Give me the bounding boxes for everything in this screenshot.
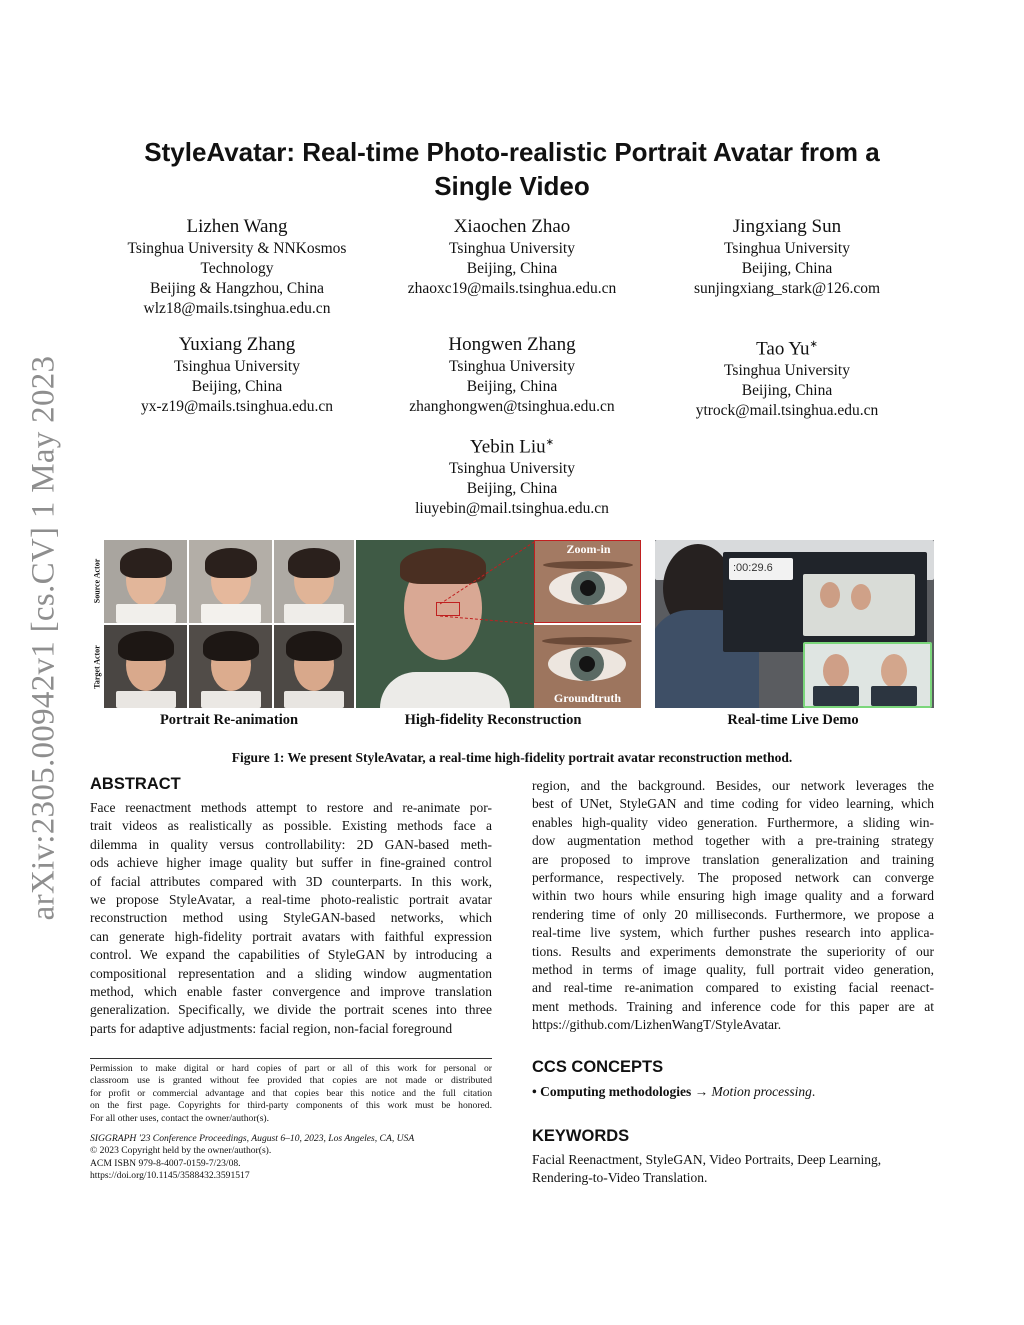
footnote-line: classroom use is granted without fee provided that copies are not made or distributed — [90, 1075, 492, 1087]
author-location: Beijing & Hangzhou, China — [150, 280, 324, 297]
author-affiliation: Tsinghua University — [449, 460, 575, 478]
ccs-concept-line — [532, 1083, 934, 1101]
author-location: Beijing, China — [741, 382, 833, 400]
author-email: sunjingxiang_stark@126.com — [693, 280, 881, 297]
keywords-list — [532, 1151, 934, 1188]
abstract-line: real-time live system, which further pushes research into applica- — [532, 925, 934, 941]
abstract-line: can generate high-fidelity portrait avatars with faithful expression — [90, 928, 492, 944]
author-name: Yuxiang Zhang — [178, 334, 296, 355]
target-actor-label: Target Actor — [92, 645, 102, 689]
copyright-line: © 2023 Copyright held by the owner/author(s). — [90, 1145, 272, 1157]
abstract-line: enables high-quality video generation. Furthermore, a sliding win- — [532, 814, 934, 830]
zoom-in-label: Zoom-in — [566, 542, 611, 556]
author-block-xiaochen-zhao — [362, 215, 662, 299]
abstract-line: reconstruction method using StyleGAN-based networks, which — [90, 910, 492, 926]
abstract-line: performance, respectively. The proposed network can converge — [532, 870, 934, 886]
ccs-concept: Motion processing — [711, 1084, 812, 1099]
abstract-line: rendering time of only 20 milliseconds. Furthermore, we propose a — [532, 906, 934, 922]
abstract-line: parts for adaptive adjustments: facial region, non-facial foreground — [90, 1020, 453, 1036]
abstract-line: https://github.com/LizhenWangT/StyleAvatar. — [532, 1017, 782, 1033]
source-actor-photo — [274, 540, 354, 623]
author-name: Jingxiang Sun — [732, 216, 842, 237]
arxiv-sidebar-stamp — [14, 348, 74, 928]
author-affiliation: Tsinghua University & NNKosmos — [127, 240, 347, 257]
author-email: yx-z19@mails.tsinghua.edu.cn — [140, 398, 334, 415]
author-name: Lizhen Wang — [186, 216, 288, 237]
arxiv-id: arXiv:2305.00942v1 [cs.CV] 1 May 2023 — [25, 355, 62, 921]
abstract-line: best of UNet, StyleGAN and time coding for video learning, which — [532, 796, 934, 812]
author-email: ytrock@mail.tsinghua.edu.cn — [695, 402, 879, 420]
keywords-line: Facial Reenactment, StyleGAN, Video Portraits, Deep Learning, — [532, 1152, 882, 1167]
author-location: Beijing, China — [741, 260, 833, 277]
abstract-left-column — [90, 799, 492, 1038]
abstract-line: of facial attributes compared with 3D counterparts. In this work, — [90, 873, 492, 889]
abstract-heading: ABSTRACT — [90, 775, 181, 793]
abstract-line: region, and the background. Besides, our network leverages the — [532, 778, 934, 793]
caption-portrait-reanimation: Portrait Re-animation — [159, 712, 299, 728]
zoom-in-eye-crop — [534, 540, 641, 623]
keywords-heading: KEYWORDS — [532, 1127, 630, 1145]
source-actor-photo — [189, 540, 272, 623]
author-name-row — [362, 431, 662, 459]
abstract-line: method in terms of image quality, full portrait video generation, — [532, 962, 934, 978]
author-block-jingxiang-sun — [637, 215, 937, 299]
abstract-line: dilemma in quality versus controllability: 2D GAN-based meth- — [90, 836, 492, 852]
author-location: Beijing, China — [466, 378, 558, 395]
target-actor-photo — [274, 625, 354, 708]
author-affiliation: Tsinghua University — [449, 240, 575, 257]
footnote-line: for profit or commercial advantage and that copies bear this notice and the full citation — [90, 1087, 492, 1099]
abstract-line: and real-time re-animation compared to existing facial reenact- — [532, 980, 934, 996]
target-actor-photo — [189, 625, 272, 708]
publication-info — [90, 1133, 492, 1183]
author-name: Tao Yu — [756, 338, 810, 360]
groundtruth-eye-crop — [534, 625, 641, 708]
target-actor-label-box — [90, 626, 104, 708]
paper-title — [90, 135, 934, 203]
author-affiliation: Tsinghua University — [724, 362, 850, 380]
author-block-lizhen-wang — [87, 215, 387, 319]
abstract-line: trait videos as realistically as possible. Existing methods face a — [90, 818, 492, 834]
abstract-line: generalization. Specifically, we divide the portrait scenes into three — [90, 1002, 492, 1018]
permission-footnote — [90, 1063, 492, 1125]
author-block-hongwen-zhang — [362, 333, 662, 417]
source-actor-photo — [104, 540, 187, 623]
corresponding-mark: ∗ — [545, 437, 555, 448]
author-affiliation-cont: Technology — [200, 260, 274, 277]
target-actor-photo — [104, 625, 187, 708]
abstract-line: Face reenactment methods attempt to restore and re-animate por- — [90, 800, 492, 815]
abstract-line: ment methods. Training and inference code for this paper are at — [532, 998, 934, 1014]
live-timer: :00:29.6 — [733, 562, 773, 574]
author-name: Xiaochen Zhao — [453, 216, 571, 237]
abstract-line: we propose StyleAvatar, a real-time photo-realistic portrait avatar — [90, 892, 492, 908]
abstract-line: control. We expand the capabilities of StyleGAN by introducing a — [90, 947, 492, 963]
author-name-row — [637, 333, 937, 361]
ccs-heading: CCS CONCEPTS — [532, 1058, 664, 1076]
paper-title-line-1: StyleAvatar: Real-time Photo-realistic Portrait Avatar from a — [144, 137, 880, 167]
source-actor-label-box — [90, 540, 104, 622]
groundtruth-label: Groundtruth — [553, 691, 622, 705]
live-demo-photo — [655, 540, 934, 708]
teaser-figure — [90, 540, 934, 710]
author-email: zhaoxc19@mails.tsinghua.edu.cn — [407, 280, 617, 297]
author-name: Yebin Liu — [469, 436, 546, 458]
abstract-line: dow augmentation method together with a pre-training strategy — [532, 833, 934, 849]
footnote-line: Permission to make digital or hard copies of part or all of this work for personal or — [90, 1063, 492, 1074]
ccs-arrow: → — [694, 1084, 709, 1099]
author-name: Hongwen Zhang — [448, 334, 576, 355]
author-location: Beijing, China — [191, 378, 283, 395]
source-actor-label: Source Actor — [92, 558, 102, 604]
caption-high-fidelity-reconstruction: High-fidelity Reconstruction — [404, 712, 582, 728]
caption-realtime-live-demo: Real-time Live Demo — [727, 712, 859, 728]
abstract-right-column — [532, 777, 934, 1035]
ccs-category: • Computing methodologies — [532, 1084, 692, 1099]
abstract-line: compositional representation and a sliding window augmentation — [90, 965, 492, 981]
abstract-line: method, which enable faster convergence and improve translation — [90, 984, 492, 1000]
author-email: zhanghongwen@tsinghua.edu.cn — [409, 398, 615, 415]
corresponding-mark: ∗ — [809, 339, 818, 350]
author-email: liuyebin@mail.tsinghua.edu.cn — [415, 500, 609, 518]
author-email: wlz18@mails.tsinghua.edu.cn — [143, 300, 331, 317]
author-affiliation: Tsinghua University — [724, 240, 850, 257]
abstract-line: are proposed to improve translation generalization and training — [532, 851, 934, 867]
figure-caption: Figure 1: We present StyleAvatar, a real-time high-fidelity portrait avatar reconstruction method. — [231, 750, 793, 765]
author-affiliation: Tsinghua University — [174, 358, 300, 375]
author-location: Beijing, China — [466, 260, 558, 277]
author-block-yebin-liu — [362, 431, 662, 519]
ccs-period: . — [811, 1084, 816, 1099]
footnote-line: For all other uses, contact the owner/author(s). — [90, 1112, 270, 1124]
author-block-tao-yu — [637, 333, 937, 421]
footnote-rule — [90, 1058, 492, 1059]
zoom-connector-lines — [440, 540, 536, 630]
author-location: Beijing, China — [466, 480, 558, 498]
paper-title-line-2: Single Video — [434, 171, 590, 201]
conference-line: SIGGRAPH '23 Conference Proceedings, August 6–10, 2023, Los Angeles, CA, USA — [90, 1133, 415, 1144]
footnote-line: on the first page. Copyrights for third-party components of this work must be honored. — [90, 1100, 492, 1112]
abstract-line: tions. Results and experiments demonstrate the superiority of our — [532, 943, 934, 959]
keywords-line: Rendering-to-Video Translation. — [532, 1170, 708, 1186]
abstract-line: within two hours while ensuring high image quality and a forward — [532, 888, 934, 904]
doi-link[interactable]: https://doi.org/10.1145/3588432.3591517 — [90, 1170, 250, 1182]
author-affiliation: Tsinghua University — [449, 358, 575, 375]
isbn-line: ACM ISBN 979-8-4007-0159-7/23/08. — [90, 1157, 241, 1169]
abstract-line: ods achieve higher image quality but suffer in fine-grained control — [90, 855, 492, 871]
author-block-yuxiang-zhang — [87, 333, 387, 417]
live-output-inset — [803, 642, 932, 708]
